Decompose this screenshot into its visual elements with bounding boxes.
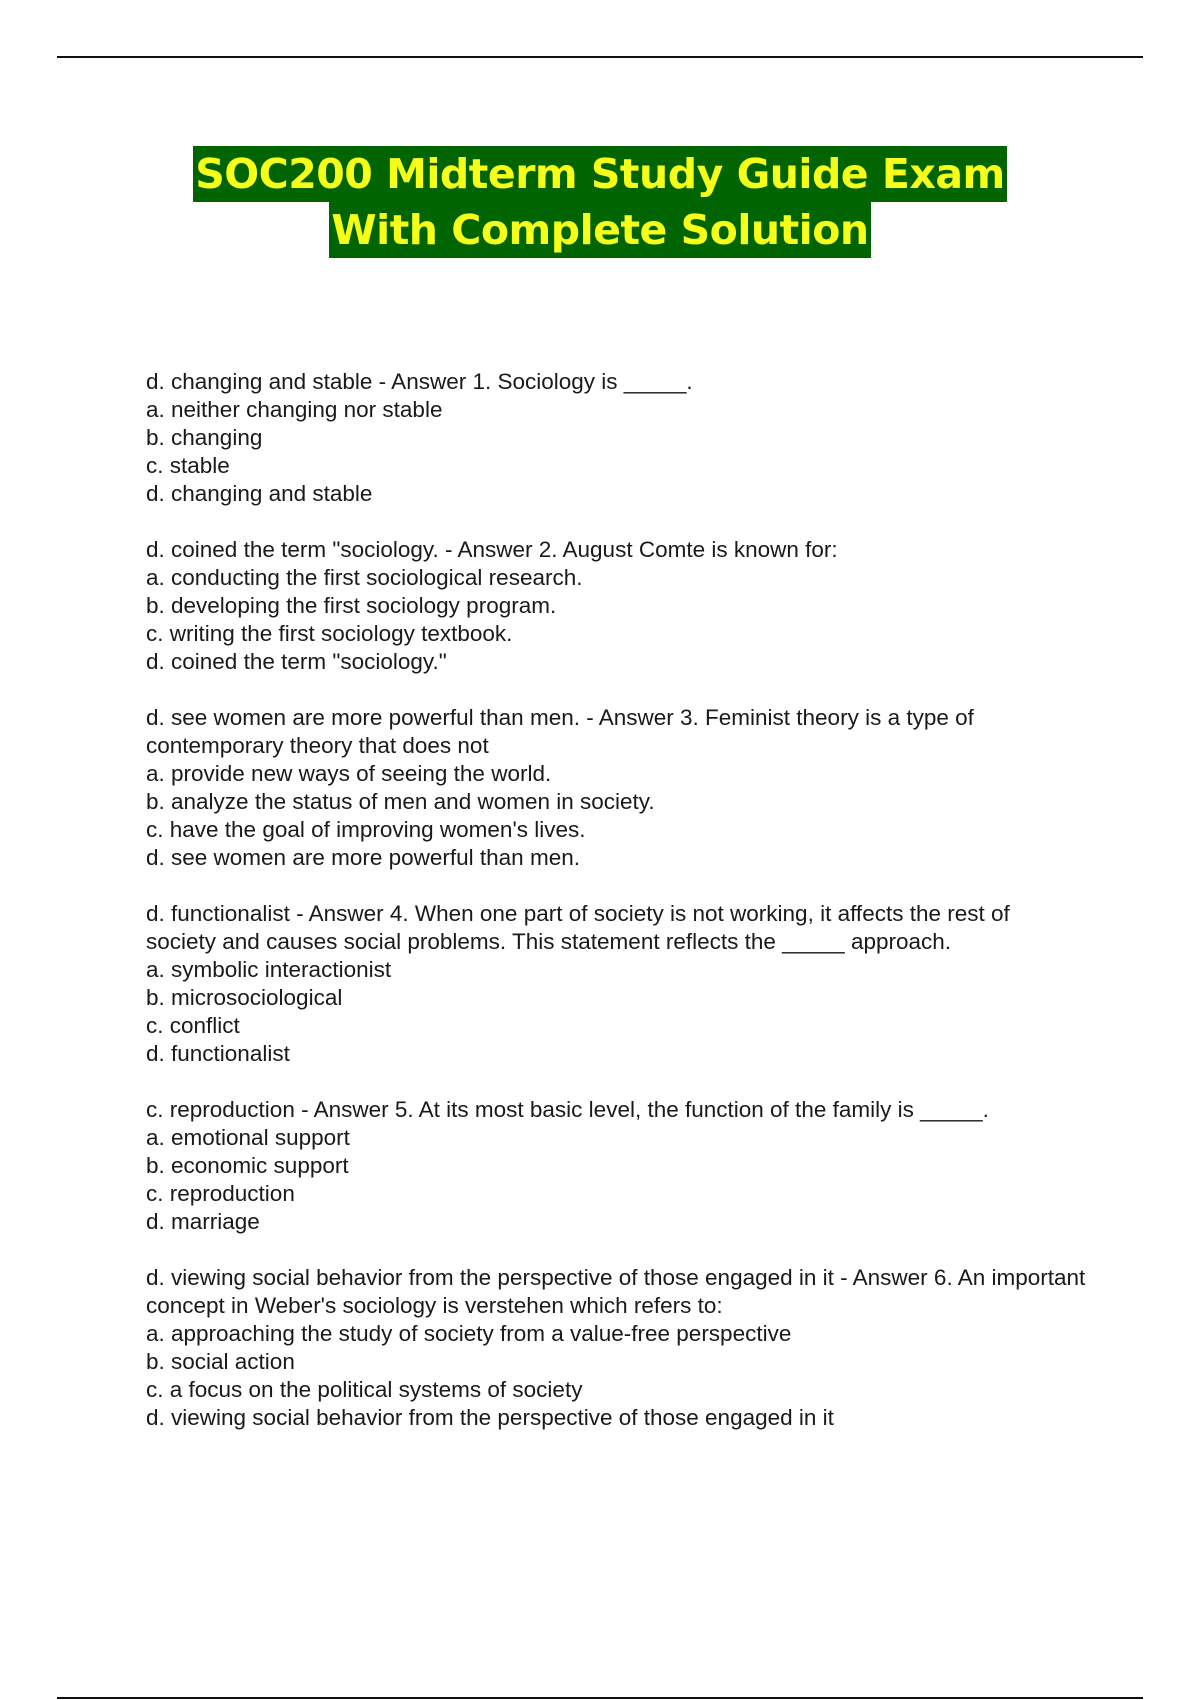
- question-prompt: d. functionalist - Answer 4. When one part of society is not working, it affects the rest of society and causes social problems. This statement reflects the _____ approach.: [146, 901, 1010, 954]
- question-prompt: d. coined the term "sociology. - Answer 2. August Comte is known for:: [146, 537, 838, 562]
- answer-option: c. conflict: [146, 1013, 240, 1038]
- answer-option: b. social action: [146, 1349, 295, 1374]
- answer-option: b. analyze the status of men and women in society.: [146, 789, 655, 814]
- question-block: [146, 1264, 1086, 1432]
- answer-option: c. have the goal of improving women's lives.: [146, 817, 586, 842]
- answer-option: a. neither changing nor stable: [146, 397, 443, 422]
- answer-option: d. coined the term "sociology.": [146, 649, 447, 674]
- answer-option: b. changing: [146, 425, 263, 450]
- answer-option: c. a focus on the political systems of society: [146, 1377, 583, 1402]
- question-list: [146, 368, 1086, 1460]
- title-line-1: SOC200 Midterm Study Guide Exam: [193, 146, 1007, 202]
- question-prompt: c. reproduction - Answer 5. At its most basic level, the function of the family is _____.: [146, 1097, 989, 1122]
- answer-option: a. emotional support: [146, 1125, 350, 1150]
- answer-option: c. stable: [146, 453, 230, 478]
- answer-option: c. reproduction: [146, 1181, 295, 1206]
- answer-option: b. microsociological: [146, 985, 343, 1010]
- question-prompt: d. see women are more powerful than men. - Answer 3. Feminist theory is a type of contemporary theory that does not: [146, 705, 974, 758]
- answer-option: d. marriage: [146, 1209, 260, 1234]
- question-prompt: d. changing and stable - Answer 1. Sociology is _____.: [146, 369, 693, 394]
- header-rule: [57, 56, 1143, 58]
- question-prompt: d. viewing social behavior from the perspective of those engaged in it - Answer 6. An important concept in Weber's sociology is verstehen which refers to:: [146, 1265, 1086, 1318]
- answer-option: a. provide new ways of seeing the world.: [146, 761, 552, 786]
- footer-rule: [57, 1697, 1143, 1699]
- answer-option: d. viewing social behavior from the perspective of those engaged in it: [146, 1405, 834, 1430]
- answer-option: b. developing the first sociology program.: [146, 593, 557, 618]
- answer-option: d. see women are more powerful than men.: [146, 845, 580, 870]
- document-title: [0, 146, 1200, 258]
- answer-option: c. writing the first sociology textbook.: [146, 621, 513, 646]
- question-block: [146, 368, 1086, 508]
- question-block: [146, 704, 1086, 872]
- question-block: [146, 900, 1086, 1068]
- answer-option: d. functionalist: [146, 1041, 290, 1066]
- answer-option: a. symbolic interactionist: [146, 957, 392, 982]
- question-block: [146, 536, 1086, 676]
- answer-option: a. approaching the study of society from a value-free perspective: [146, 1321, 792, 1346]
- answer-option: d. changing and stable: [146, 481, 373, 506]
- answer-option: a. conducting the first sociological research.: [146, 565, 583, 590]
- title-line-2: With Complete Solution: [329, 202, 870, 258]
- answer-option: b. economic support: [146, 1153, 349, 1178]
- question-block: [146, 1096, 1086, 1236]
